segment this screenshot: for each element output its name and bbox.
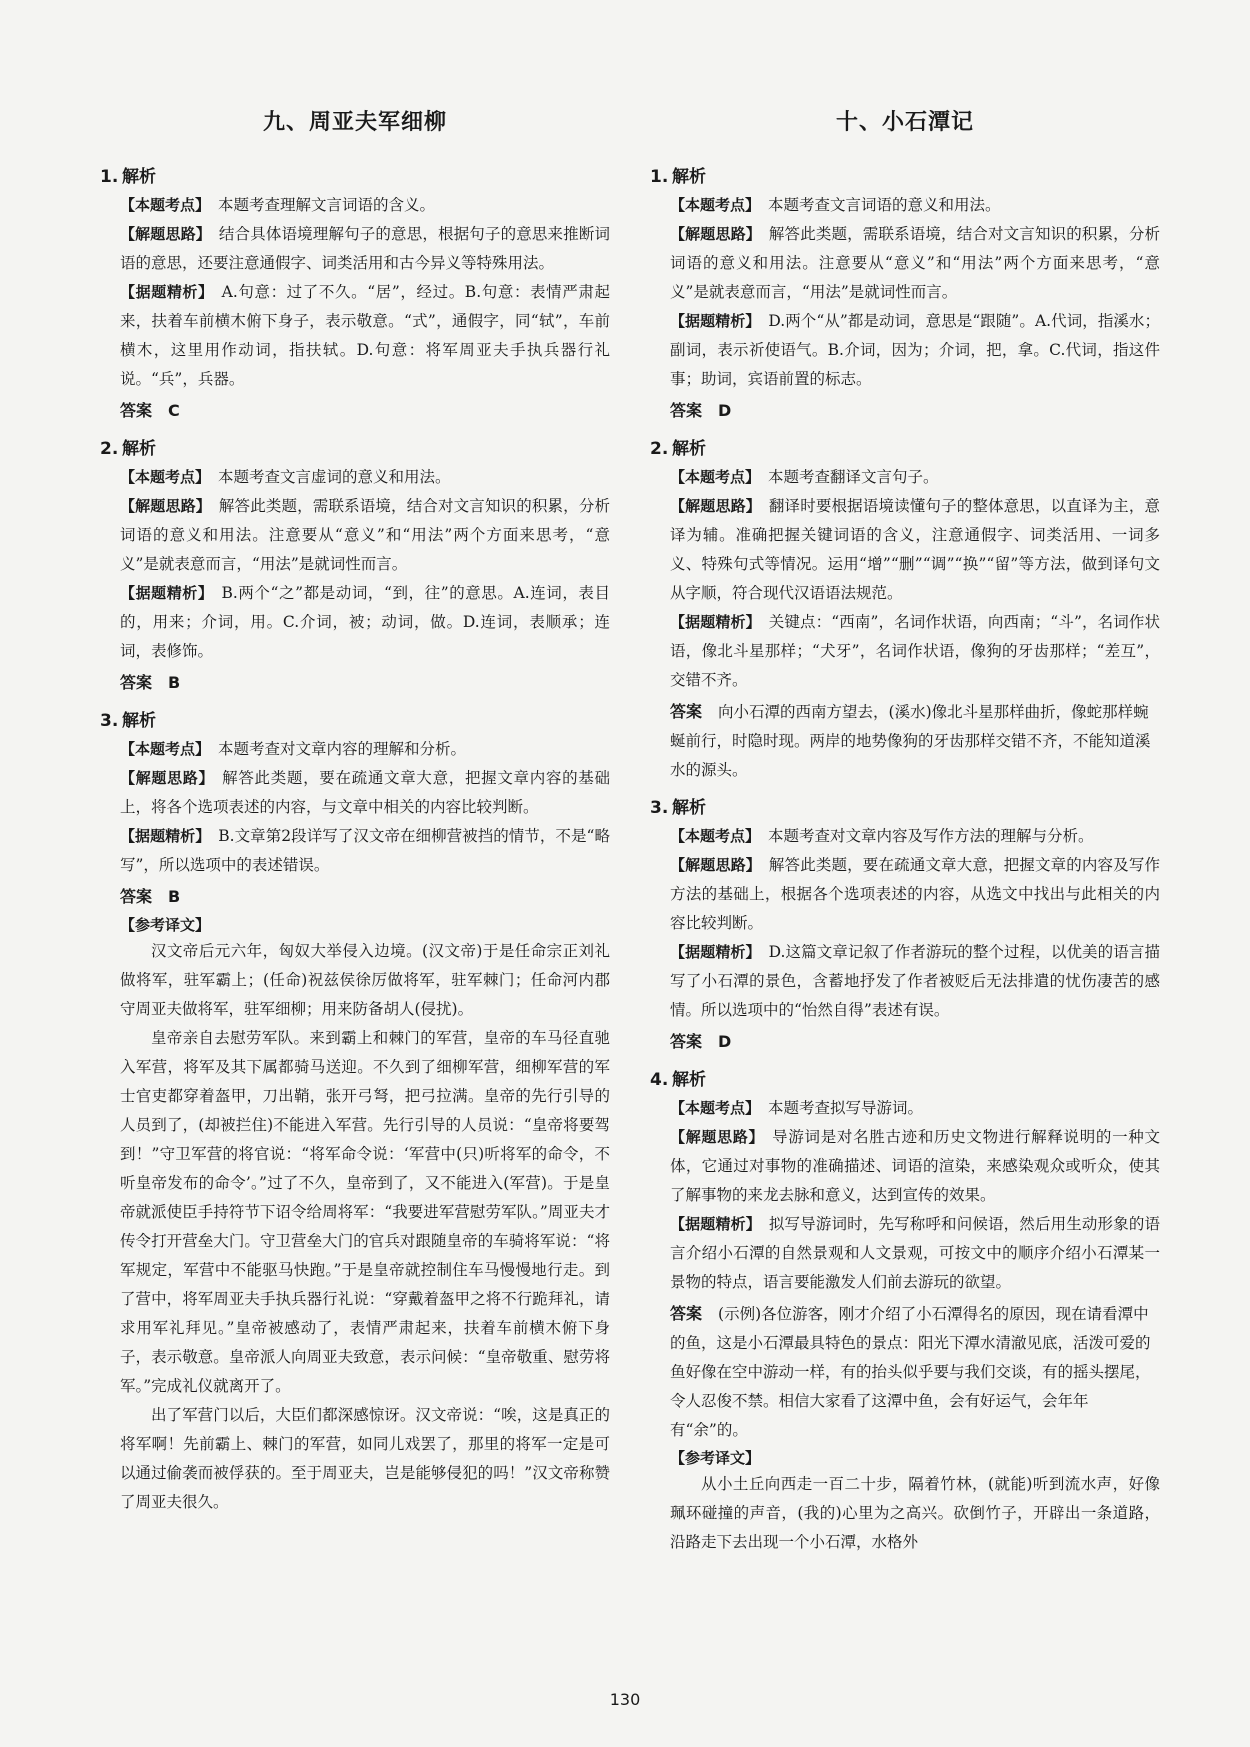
page-number: 130 [609, 1690, 641, 1709]
left-column [100, 105, 610, 1517]
right-q2-thinking: 【解题思路】 翻译时要根据语境读懂句子的整体意思，以直译为主，意译为辅。准确把握关键词语的含义，注意通假字、词类活用、一词多义、特殊句式等情况。运用“增”“删”“调”“换”“留”等方法，做到译句文从字顺，符合现代汉语语法规范。 [670, 497, 1160, 602]
right-column [650, 105, 1160, 1557]
right-translation-p1: 从小土丘向西走一百二十步，隔着竹林，(就能)听到流水声，好像珮环碰撞的声音，(我的)心里为之高兴。砍倒竹子，开辟出一条道路，沿路走下去出现一个小石潭，水格外 [670, 1475, 1160, 1551]
left-q3-analysis: 【据题精析】 B.文章第2段详写了汉文帝在细柳营被挡的情节，不是“略写”，所以选项中的表述错误。 [120, 827, 610, 874]
left-q3-heading: 3. 解析 [100, 711, 156, 731]
right-q2-analysis: 【据题精析】 关键点：“西南”，名词作状语，向西南；“斗”，名词作状语，像北斗星那样；“犬牙”，名词作状语，像狗的牙齿那样；“差互”，交错不齐。 [670, 613, 1160, 689]
left-translation-p2: 皇帝亲自去慰劳军队。来到霸上和棘门的军营，皇帝的车马径直驰入军营，将军及其下属都骑马送迎。不久到了细柳军营，细柳军营的军士官吏都穿着盔甲，刀出鞘，张开弓弩，把弓拉满。皇帝的先行引导的人员到了，(却被拦住)不能进入军营。先行引导的人员说：“皇帝将要驾到！”守卫军营的将官说：“将军命令说：‘军营中(只)听将军的命令，不听皇帝发布的命令’。”过了不久，皇帝到了，又不能进入(军营)。于是皇帝就派使臣手持符节下诏令给周将军：“我要进军营慰劳军队。”周亚夫才传令打开营垒大门。守卫营垒大门的官兵对跟随皇帝的车骑将军说：“将军规定，军营中不能驱马快跑。”于是皇帝就控制住车马慢慢地行走。到了营中，将军周亚夫手执兵器行礼说：“穿戴着盔甲之将不行跪拜礼，请求用军礼拜见。”皇帝被感动了，表情严肃起来，扶着车前横木俯下身子，表示敬意。皇帝派人向周亚夫致意，表示问候：“皇帝敬重、慰劳将军。”完成礼仪就离开了。 [120, 1029, 610, 1395]
left-title: 九、周亚夫军细柳 [262, 109, 447, 135]
right-q4-answer: 答案 (示例)各位游客，刚才介绍了小石潭得名的原因，现在请看潭中的鱼，这是小石潭最具特色的景点：阳光下潭水清澈见底，活泼可爱的鱼好像在空中游动一样，有的抬头似乎要与我们交谈，有的摇头摆尾，令人忍俊不禁。相信大家看了这潭中鱼，会有好运气，会年年有“余”的。 [670, 1304, 1151, 1439]
right-q1-analysis: 【据题精析】 D.两个“从”都是动词，意思是“跟随”。A.代词，指溪水；副词，表示祈使语气。B.介词，因为；介词，把，拿。C.代词，指这件事；助词，宾语前置的标志。 [670, 312, 1160, 388]
left-q1-answer: 答案 C [120, 401, 180, 420]
left-translation-p1: 汉文帝后元六年，匈奴大举侵入边境。(汉文帝)于是任命宗正刘礼做将军，驻军霸上；(任命)祝兹侯徐厉做将军，驻军棘门；任命河内郡守周亚夫做将军，驻军细柳；用来防备胡人(侵扰)。 [120, 942, 610, 1018]
right-q4-thinking: 【解题思路】 导游词是对名胜古迹和历史文物进行解释说明的一种文体，它通过对事物的准确描述、词语的渲染，来感染观众或听众，使其了解事物的来龙去脉和意义，达到宣传的效果。 [670, 1128, 1160, 1204]
left-translation-heading: 【参考译文】 [120, 916, 211, 934]
left-q3-keypoint: 【本题考点】 本题考查对文章内容的理解和分析。 [120, 740, 467, 758]
right-q1-heading: 1. 解析 [650, 167, 706, 187]
left-q1-keypoint: 【本题考点】 本题考查理解文言词语的含义。 [120, 196, 436, 214]
left-q2-heading: 2. 解析 [100, 439, 156, 459]
right-q3-answer: 答案 D [670, 1032, 732, 1051]
left-q3-thinking: 【解题思路】 解答此类题，要在疏通文章大意，把握文章内容的基础上，将各个选项表述的内容，与文章中相关的内容比较判断。 [120, 769, 610, 816]
right-q1-thinking: 【解题思路】 解答此类题，需联系语境，结合对文言知识的积累，分析词语的意义和用法。注意要从“意义”和“用法”两个方面来思考，“意义”是就表意而言，“用法”是就词性而言。 [670, 225, 1160, 301]
right-q2-heading: 2. 解析 [650, 439, 706, 459]
right-title: 十、小石潭记 [835, 109, 974, 135]
right-q3-thinking: 【解题思路】 解答此类题，要在疏通文章大意，把握文章的内容及写作方法的基础上，根据各个选项表述的内容，从选文中找出与此相关的内容比较判断。 [670, 856, 1160, 932]
left-q1-analysis: 【据题精析】 A.句意：过了不久。“居”，经过。B.句意：表情严肃起来，扶着车前横木俯下身子，表示敬意。“式”，通假字，同“轼”，车前横木，这里用作动词，指扶轼。D.句意：将军周亚夫手执兵器行礼说。“兵”，兵器。 [120, 283, 610, 388]
right-q1-keypoint: 【本题考点】 本题考查文言词语的意义和用法。 [670, 196, 1001, 214]
left-q1-thinking: 【解题思路】 结合具体语境理解句子的意思，根据句子的意思来推断词语的意思，还要注意通假字、词类活用和古今异义等特殊用法。 [120, 225, 610, 272]
left-q3-answer: 答案 B [120, 887, 181, 906]
left-q2-analysis: 【据题精析】 B.两个“之”都是动词，“到，往”的意思。A.连词，表目的，用来；介词，用。C.介词，被；动词，做。D.连词，表顺承；连词，表修饰。 [120, 584, 610, 660]
right-q3-analysis: 【据题精析】 D.这篇文章记叙了作者游玩的整个过程，以优美的语言描写了小石潭的景色，含蓄地抒发了作者被贬后无法排遣的忧伤凄苦的感情。所以选项中的“怡然自得”表述有误。 [670, 943, 1160, 1019]
right-q1-answer: 答案 D [670, 401, 732, 420]
right-q4-keypoint: 【本题考点】 本题考查拟写导游词。 [670, 1099, 924, 1117]
left-q2-thinking: 【解题思路】 解答此类题，需联系语境，结合对文言知识的积累，分析词语的意义和用法。注意要从“意义”和“用法”两个方面来思考，“意义”是就表意而言，“用法”是就词性而言。 [120, 497, 610, 573]
right-q3-keypoint: 【本题考点】 本题考查对文章内容及写作方法的理解与分析。 [670, 827, 1094, 845]
right-q2-keypoint: 【本题考点】 本题考查翻译文言句子。 [670, 468, 939, 486]
right-q2-answer: 答案 向小石潭的西南方望去，(溪水)像北斗星那样曲折，像蛇那样蜿蜒前行，时隐时现。两岸的地势像狗的牙齿那样交错不齐，不能知道溪水的源头。 [670, 702, 1151, 779]
right-q3-heading: 3. 解析 [650, 798, 706, 818]
right-q4-heading: 4. 解析 [650, 1070, 706, 1090]
right-translation-heading: 【参考译文】 [670, 1449, 761, 1467]
right-q4-analysis: 【据题精析】 拟写导游词时，先写称呼和问候语，然后用生动形象的语言介绍小石潭的自然景观和人文景观，可按文中的顺序介绍小石潭某一景物的特点，语言要能激发人们前去游玩的欲望。 [670, 1215, 1160, 1291]
left-q1-heading: 1. 解析 [100, 167, 156, 187]
left-q2-keypoint: 【本题考点】 本题考查文言虚词的意义和用法。 [120, 468, 451, 486]
left-q2-answer: 答案 B [120, 673, 181, 692]
left-translation-p3: 出了军营门以后，大臣们都深感惊讶。汉文帝说：“唉，这是真正的将军啊！先前霸上、棘门的军营，如同儿戏罢了，那里的将军一定是可以通过偷袭而被俘获的。至于周亚夫，岂是能够侵犯的吗！”汉文帝称赞了周亚夫很久。 [120, 1406, 610, 1511]
